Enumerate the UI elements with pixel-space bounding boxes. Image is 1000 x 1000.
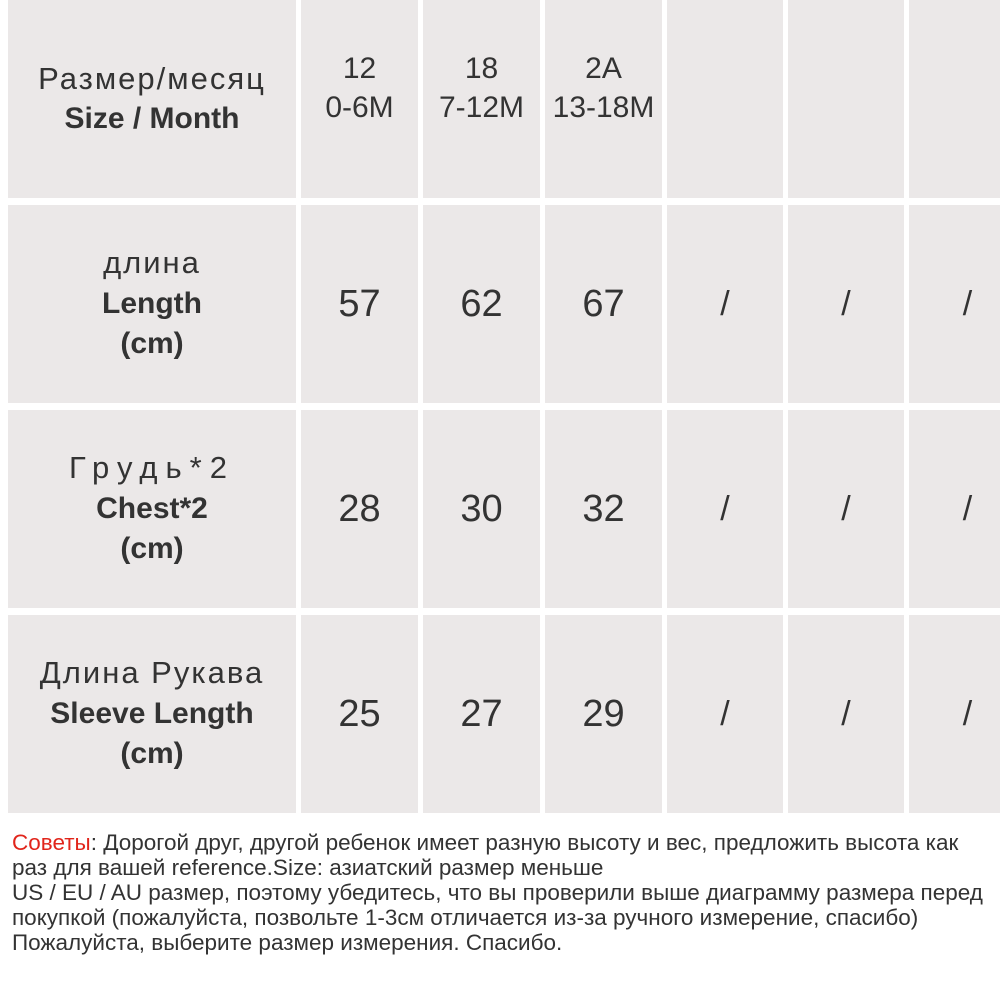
header-empty-cell bbox=[909, 0, 1000, 198]
row-unit: (cm) bbox=[120, 532, 184, 566]
row-label-cell bbox=[8, 615, 296, 813]
table-cell: / bbox=[667, 410, 783, 608]
table-cell: / bbox=[788, 205, 904, 403]
table-cell: / bbox=[788, 615, 904, 813]
table-cell: / bbox=[909, 205, 1000, 403]
table-cell: / bbox=[909, 615, 1000, 813]
row-label-ru: Длина Рукава bbox=[39, 655, 265, 691]
size-notes bbox=[12, 830, 997, 955]
table-cell: 57 bbox=[301, 205, 418, 403]
table-cell: 27 bbox=[423, 615, 540, 813]
table-cell: 32 bbox=[545, 410, 662, 608]
row-label-ru: длина bbox=[103, 245, 201, 281]
header-size-cell bbox=[423, 0, 540, 198]
header-label-cell bbox=[8, 0, 296, 198]
table-cell: 28 bbox=[301, 410, 418, 608]
row-label-en: Sleeve Length bbox=[50, 696, 254, 730]
notes-line-2: US / EU / AU размер, поэтому убедитесь, что вы проверили выше диаграмму размера перед покупкой (пожалуйста, позвольте 1-3см отличается из-за ручного измерение, спасибо) bbox=[12, 880, 983, 930]
table-cell: 25 bbox=[301, 615, 418, 813]
row-unit: (cm) bbox=[120, 737, 184, 771]
header-label-en: Size / Month bbox=[64, 101, 240, 135]
header-empty-cell bbox=[667, 0, 783, 198]
table-cell: / bbox=[788, 410, 904, 608]
header-label-ru: Размер/месяц bbox=[38, 60, 266, 96]
table-cell: 29 bbox=[545, 615, 662, 813]
table-cell: / bbox=[667, 615, 783, 813]
notes-line-3: Пожалуйста, выберите размер измерения. Спасибо. bbox=[12, 930, 563, 955]
table-cell: / bbox=[909, 410, 1000, 608]
notes-line-1: : Дорогой друг, другой ребенок имеет разную высоту и вес, предложить высота как раз для вашей reference.Size: азиатский размер меньше bbox=[12, 830, 959, 880]
header-size: 12 bbox=[342, 52, 377, 85]
row-label-cell bbox=[8, 410, 296, 608]
row-label-en: Chest*2 bbox=[96, 491, 208, 525]
tips-label: Советы bbox=[12, 830, 91, 855]
header-size: 2A bbox=[585, 52, 622, 85]
table-cell: 67 bbox=[545, 205, 662, 403]
table-cell: 30 bbox=[423, 410, 540, 608]
row-label-cell bbox=[8, 205, 296, 403]
row-label-en: Length bbox=[102, 286, 202, 320]
row-unit: (cm) bbox=[120, 327, 184, 361]
table-cell: / bbox=[667, 205, 783, 403]
header-empty-cell bbox=[788, 0, 904, 198]
header-months: 13-18M bbox=[552, 91, 655, 124]
header-size-cell bbox=[301, 0, 418, 198]
row-label-ru: Грудь*2 bbox=[69, 450, 235, 486]
header-months: 0-6M bbox=[325, 91, 394, 124]
table-cell: 62 bbox=[423, 205, 540, 403]
header-months: 7-12M bbox=[438, 91, 525, 124]
header-size-cell bbox=[545, 0, 662, 198]
header-size: 18 bbox=[464, 52, 499, 85]
